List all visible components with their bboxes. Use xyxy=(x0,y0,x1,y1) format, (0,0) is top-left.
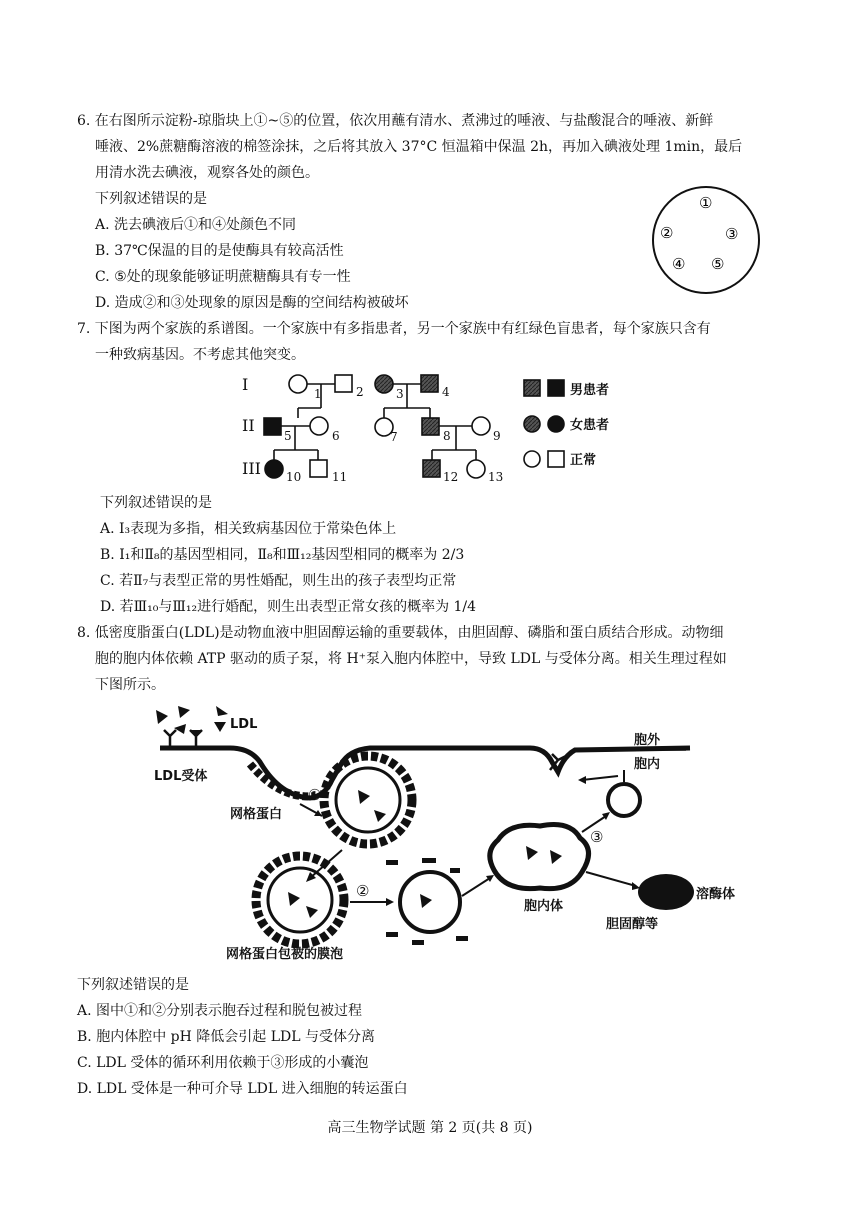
q7-stem-line-1: 7. 下图为两个家族的系谱图。一个家族中有多指患者，另一个家族中有红绿色盲患者，每个家族只含有 xyxy=(77,321,711,337)
q7-option-d: D. 若Ⅲ₁₀与Ⅲ₁₂进行婚配，则生出表型正常女孩的概率为 1/4 xyxy=(100,599,477,615)
individual-1 xyxy=(289,375,307,393)
svg-text:10: 10 xyxy=(286,470,302,484)
svg-text:4: 4 xyxy=(442,385,450,399)
q8-option-c: C. LDL 受体的循环利用依赖于③形成的小囊泡 xyxy=(77,1055,369,1071)
individual-11 xyxy=(310,460,327,477)
q8-option-a: A. 图中①和②分别表示胞吞过程和脱包被过程 xyxy=(77,1003,363,1019)
q7-option-c: C. 若Ⅱ₇与表型正常的男性婚配，则生出的孩子表型均正常 xyxy=(100,573,457,589)
ldl-endocytosis-diagram xyxy=(150,700,736,965)
svg-text:5: 5 xyxy=(284,429,292,443)
individual-10 xyxy=(265,460,283,478)
q7-option-a: A. I₃表现为多指，相关致病基因位于常染色体上 xyxy=(100,521,397,537)
label-cholesterol: 胆固醇等 xyxy=(606,917,659,932)
legend-female-solid xyxy=(548,416,564,432)
svg-text:13: 13 xyxy=(488,470,504,484)
legend-normal-male xyxy=(548,451,564,467)
q8-stem-line-2: 胞的胞内体依赖 ATP 驱动的质子泵，将 H⁺泵入胞内体腔中，导致 LDL 与受体分离。相关生理过程如 xyxy=(95,651,727,667)
svg-text:2: 2 xyxy=(356,385,364,399)
q6-option-c: C. ⑤处的现象能够证明蔗糖酶具有专一性 xyxy=(95,269,351,285)
legend-female-affected: 女患者 xyxy=(570,418,610,433)
individual-9 xyxy=(472,417,490,435)
svg-text:7: 7 xyxy=(390,430,398,444)
q6-stem-line-1: 6. 在右图所示淀粉-琼脂块上①~⑤的位置，依次用蘸有清水、煮沸过的唾液、与盐酸混合的唾液、新鲜 xyxy=(77,113,714,129)
gen-label-i: I xyxy=(242,375,249,394)
q8-stem-line-1: 8. 低密度脂蛋白(LDL)是动物血液中胆固醇运输的重要载体，由胆固醇、磷脂和蛋白质结合形成。动物细 xyxy=(77,625,724,641)
individual-4 xyxy=(421,375,438,392)
q6-option-a: A. 洗去碘液后①和④处颜色不同 xyxy=(95,217,297,233)
ldl-particles xyxy=(156,706,228,734)
step-1-label: ① xyxy=(308,786,322,804)
gen-label-iii: III xyxy=(242,459,261,478)
label-coated-vesicle: 网格蛋白包被的膜泡 xyxy=(226,947,344,962)
clathrin-coat xyxy=(250,764,315,796)
svg-text:11: 11 xyxy=(332,470,348,484)
label-ldl: LDL xyxy=(230,717,258,732)
q8-prompt: 下列叙述错误的是 xyxy=(77,977,189,993)
svg-text:3: 3 xyxy=(396,387,404,401)
starch-agar-dish xyxy=(648,182,764,298)
legend-normal-female xyxy=(524,451,540,467)
dish-mark-5: ⑤ xyxy=(711,255,725,273)
individual-8 xyxy=(422,418,439,435)
label-endosome: 胞内体 xyxy=(524,899,564,914)
dish-mark-1: ① xyxy=(699,194,713,212)
legend-male-hatched xyxy=(524,380,540,396)
legend-male-solid xyxy=(548,380,564,396)
individual-6 xyxy=(310,417,328,435)
dish-mark-4: ④ xyxy=(672,255,686,273)
recycling-vesicle xyxy=(608,784,640,816)
step-3-label: ③ xyxy=(590,828,604,846)
individual-2 xyxy=(335,375,352,392)
lysosome xyxy=(638,874,694,910)
pedigree-chart xyxy=(236,368,636,486)
label-lysosome: 溶酶体 xyxy=(696,887,736,902)
q7-option-b: B. I₁和Ⅱ₈的基因型相同，Ⅱ₈和Ⅲ₁₂基因型相同的概率为 2/3 xyxy=(100,547,465,563)
q8-option-d: D. LDL 受体是一种可介导 LDL 进入细胞的转运蛋白 xyxy=(77,1081,408,1097)
individual-13 xyxy=(467,460,485,478)
label-clathrin: 网格蛋白 xyxy=(230,807,283,822)
svg-text:1: 1 xyxy=(314,387,322,401)
q6-stem-line-3: 用清水洗去碘液，观察各处的颜色。 xyxy=(95,165,319,181)
label-ldl-receptor: LDL受体 xyxy=(154,769,208,784)
svg-text:12: 12 xyxy=(443,470,459,484)
page-footer: 高三生物学试题 第 2 页(共 8 页) xyxy=(327,1120,533,1136)
q6-option-d: D. 造成②和③处现象的原因是酶的空间结构被破坏 xyxy=(95,295,409,311)
label-outside: 胞外 xyxy=(634,733,661,748)
q6-stem-line-2: 唾液、2%蔗糖酶溶液的棉签涂抹，之后将其放入 37°C 恒温箱中保温 2h，再加入碘液处理 1min，最后 xyxy=(95,139,743,155)
dish-mark-2: ② xyxy=(660,224,674,242)
q8-stem-line-3: 下图所示。 xyxy=(95,677,165,693)
dish-mark-3: ③ xyxy=(725,225,739,243)
legend-male-affected: 男患者 xyxy=(570,383,610,398)
q7-prompt: 下列叙述错误的是 xyxy=(100,495,212,511)
label-inside: 胞内 xyxy=(634,757,661,772)
q6-prompt: 下列叙述错误的是 xyxy=(95,191,207,207)
svg-text:6: 6 xyxy=(332,429,340,443)
svg-text:8: 8 xyxy=(443,429,451,443)
step-2-label: ② xyxy=(356,882,370,900)
individual-12 xyxy=(423,460,440,477)
q8-option-b: B. 胞内体腔中 pH 降低会引起 LDL 与受体分离 xyxy=(77,1029,375,1045)
endosome xyxy=(490,825,589,889)
svg-text:9: 9 xyxy=(493,429,501,443)
legend-normal: 正常 xyxy=(570,453,597,468)
individual-3 xyxy=(375,375,393,393)
gen-label-ii: II xyxy=(242,416,255,435)
legend-female-hatched xyxy=(524,416,540,432)
uncoated-vesicle xyxy=(400,872,460,932)
q6-option-b: B. 37℃保温的目的是使酶具有较高活性 xyxy=(95,243,344,259)
q7-stem-line-2: 一种致病基因。不考虑其他突变。 xyxy=(95,347,305,363)
individual-5 xyxy=(264,418,281,435)
